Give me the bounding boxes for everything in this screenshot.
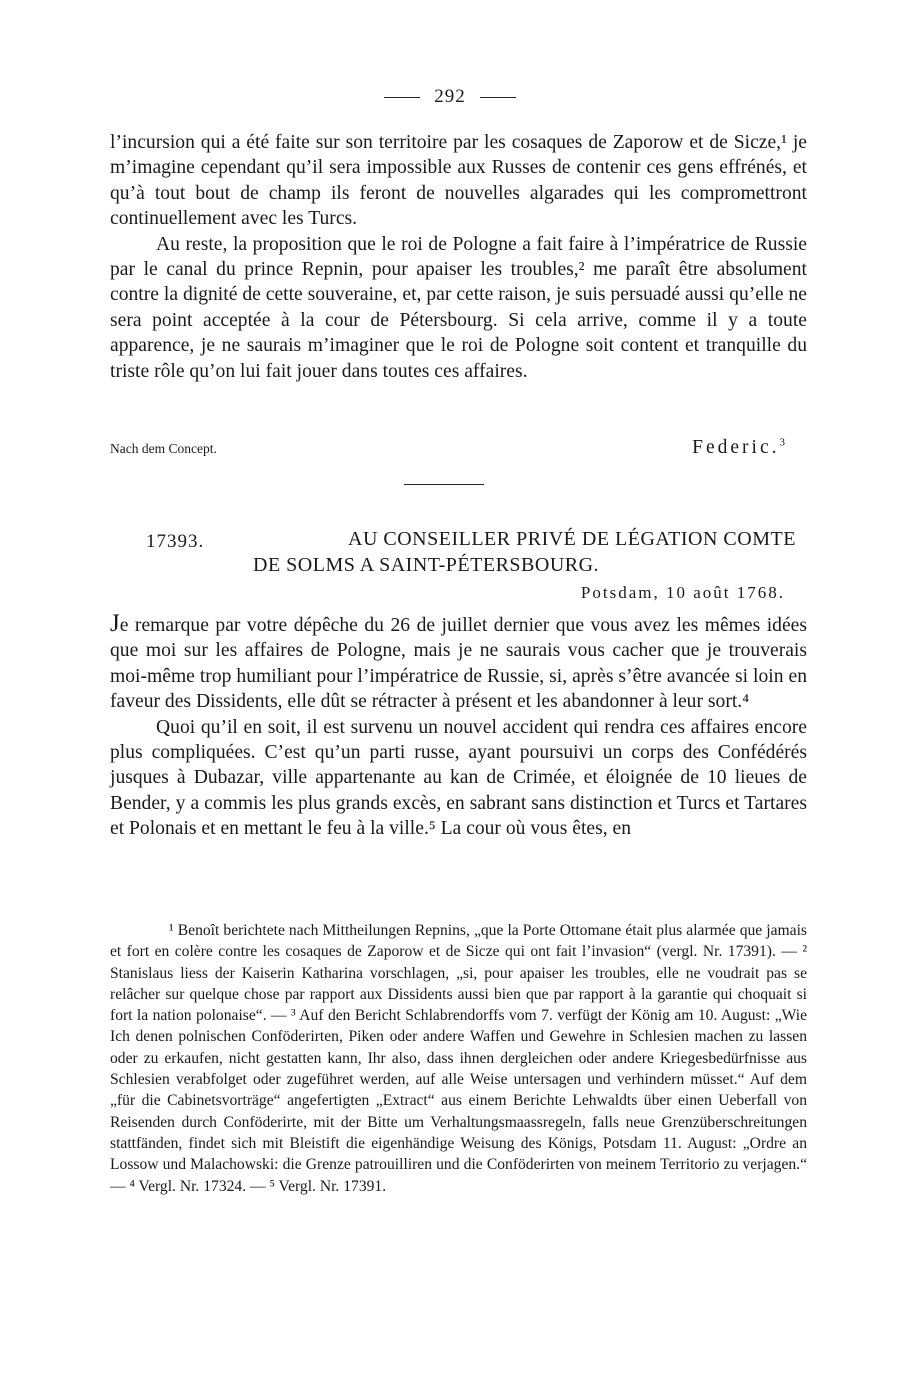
heading-line-2: DE SOLMS A SAINT-PÉTERSBOURG.: [253, 554, 600, 576]
initial-letter: J: [110, 610, 120, 637]
signature-text: Federic.: [692, 437, 780, 458]
paragraph-continued: l’incursion qui a été faite sur son territoire par les cosaques de Zaporow et de Sicze,¹ je m’imagine cependant qu’il sera impossible aux Russes de contenir ces gens effrénés, et qu’à tout bout de champ ils feront de nouvelles algarades qui les compromettront continuellement avec les Turcs.: [110, 132, 807, 230]
page-header: [0, 86, 900, 108]
paragraph-second: Quoi qu’il en soit, il est survenu un nouvel accident qui rendra ces affaires encore plus compliquées. C’est qu’un parti russe, ayant poursuivi un corps des Confédérés jusques à Dubazar, ville appartenante au kan de Crimée, et éloignée de 10 lieues de Bender, y a commis les plus grands excès, en sabrant sans distinction et Turcs et Tartares et Polonais et en mettant le feu à la ville.⁵ La cour où vous êtes, en: [110, 716, 807, 840]
paragraph-reste: Au reste, la proposition que le roi de Pologne a fait faire à l’impératrice de Russie par le canal du prince Repnin, pour apaiser les troubles,² me paraît être absolument contre la dignité de cette souveraine, et, par cette raison, je suis persuadé aussi qu’elle ne sera point acceptée à la cour de Pétersbourg. Si cela arrive, comme il y a toute apparence, je ne saurais m’imaginer que le roi de Pologne soit content et tranquille du triste rôle qu’on lui fait jouer dans toutes ces affaires.: [110, 233, 807, 382]
heading-line-1: AU CONSEILLER PRIVÉ DE LÉGATION COMTE: [348, 528, 796, 550]
page-number: 292: [434, 86, 466, 107]
footnotes: [110, 920, 807, 1197]
dateline: Potsdam, 10 août 1768.: [580, 583, 785, 602]
footnotes-text: ¹ Benoît berichtete nach Mittheilungen Repnins, „que la Porte Ottomane était plus alarmée que jamais et fort en colère contre les cosaques de Zaporow et de Sicze qui ont fait l’invasion“ (vergl. Nr. 17391). — ² Stanislaus liess der Kaiserin Katharina vorschlagen, „si, pour apaiser les troubles, elle ne voudrait pas se relâcher sur quelque chose par rapport aux Dissidents aussi bien que par rapport à la garantie qui choquait si fort la nation polonaise“. — ³ Auf den Bericht Schlabrendorffs vom 7. verfügt der König am 10. August: „Wie Ich denen polnischen Conföderirten, Piken oder andere Waffen und Gewehre in Schlesien machen zu lassen oder zu erkaufen, nicht gestatten kann, Ihr also, dass ihnen dergleichen oder andere Kriegesbedürfnisse aus Schlesien verabfolget oder zugeführet werden, auf alle Weise untersagen und verhindern müsset.“ Auf dem „für die Cabinetsvorträge“ angefertigten „Extract“ aus einem Berichte Lehwaldts über einen Ueberfall von Reisenden durch Conföderirte, mit der Bitte um Verhaltungsmaassregeln, falls neue Grenzüberschreitungen stattfänden, findet sich mit Bleistift die eigenhändige Weisung des Königs, Potsdam 11. August: „Ordre an Lossow und Malachowski: die Grenze patrouilliren und die Conföderirten von meinem Territorio zu verjagen.“ — ⁴ Vergl. Nr. 17324. — ⁵ Vergl. Nr. 17391.: [110, 922, 807, 1195]
header-dash-left: [384, 97, 420, 98]
source-line: [110, 437, 785, 459]
source-note: Nach dem Concept.: [110, 441, 217, 456]
paragraph-first: [110, 611, 807, 715]
letter-number: 17393.: [146, 531, 205, 552]
signature: [692, 437, 785, 459]
signature-footnote-ref: 3: [779, 436, 785, 449]
header-dash-right: [480, 97, 516, 98]
continued-letter-text: [110, 130, 807, 384]
letter-body: [110, 611, 807, 842]
paragraph-first-text: e remarque par votre dépêche du 26 de juillet dernier que vous avez les mêmes idées que moi sur les affaires de Pologne, mais je ne saurais vous cacher que je trouverais moi-même trop humiliant pour l’impératrice de Russie, si, après s’être avancée si loin en faveur des Dissidents, elle dût se rétracter à présent et les abandonner à leur sort.⁴: [110, 615, 807, 713]
section-divider: [404, 484, 484, 485]
